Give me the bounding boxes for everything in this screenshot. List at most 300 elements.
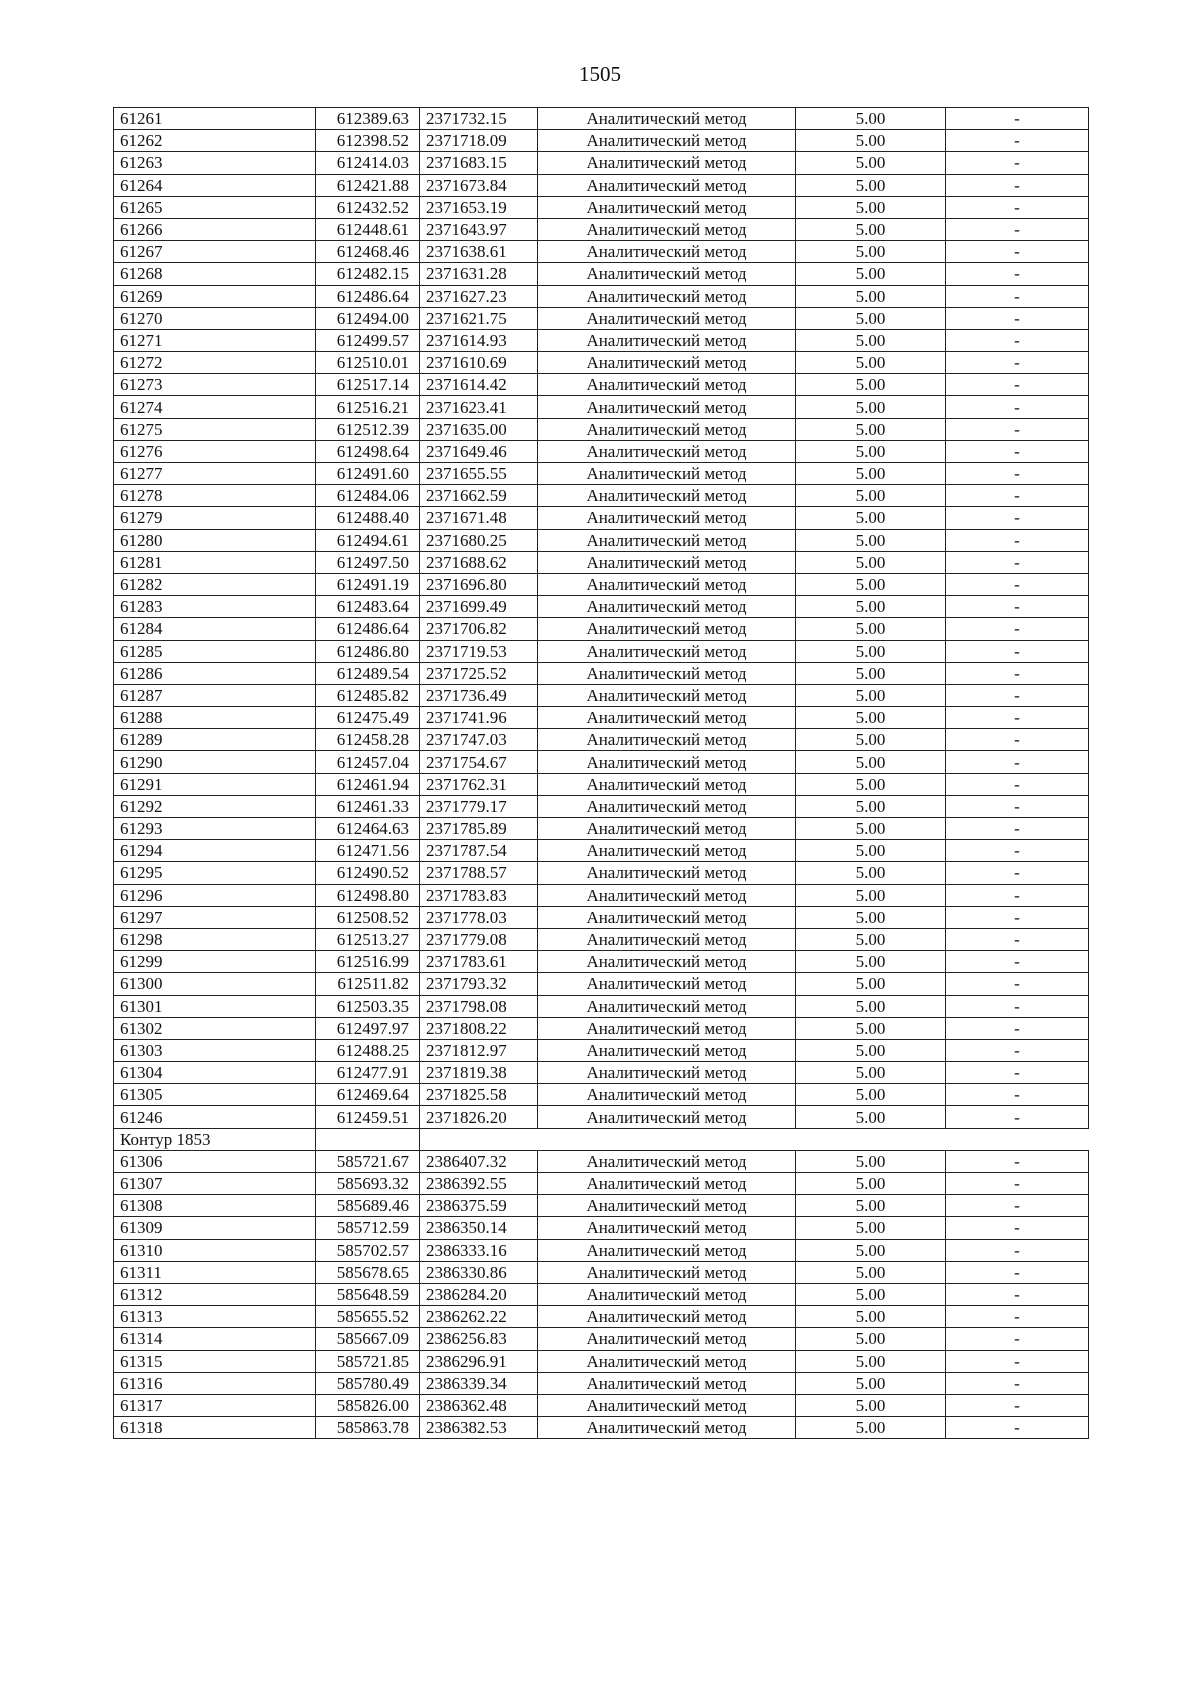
method-cell: Аналитический метод xyxy=(538,1417,796,1439)
note-cell: - xyxy=(946,773,1089,795)
x-coordinate-cell: 585655.52 xyxy=(316,1306,420,1328)
point-id-cell: 61312 xyxy=(114,1283,316,1305)
y-coordinate-cell: 2371779.17 xyxy=(420,795,538,817)
point-id-cell: 61307 xyxy=(114,1173,316,1195)
note-cell: - xyxy=(946,218,1089,240)
table-row xyxy=(114,108,1089,130)
accuracy-cell: 5.00 xyxy=(796,307,946,329)
table-row xyxy=(114,906,1089,928)
table-row xyxy=(114,507,1089,529)
method-cell: Аналитический метод xyxy=(538,1106,796,1128)
y-coordinate-cell: 2371635.00 xyxy=(420,418,538,440)
table-row xyxy=(114,773,1089,795)
table-row xyxy=(114,241,1089,263)
method-cell: Аналитический метод xyxy=(538,485,796,507)
note-cell: - xyxy=(946,1350,1089,1372)
table-row xyxy=(114,1394,1089,1416)
method-cell: Аналитический метод xyxy=(538,684,796,706)
accuracy-cell: 5.00 xyxy=(796,440,946,462)
y-coordinate-cell: 2371610.69 xyxy=(420,352,538,374)
empty-cell xyxy=(420,1128,1089,1150)
method-cell: Аналитический метод xyxy=(538,418,796,440)
y-coordinate-cell: 2371673.84 xyxy=(420,174,538,196)
accuracy-cell: 5.00 xyxy=(796,1261,946,1283)
table-row xyxy=(114,1239,1089,1261)
x-coordinate-cell: 585780.49 xyxy=(316,1372,420,1394)
point-id-cell: 61276 xyxy=(114,440,316,462)
note-cell: - xyxy=(946,463,1089,485)
y-coordinate-cell: 2371798.08 xyxy=(420,995,538,1017)
note-cell: - xyxy=(946,108,1089,130)
method-cell: Аналитический метод xyxy=(538,795,796,817)
method-cell: Аналитический метод xyxy=(538,906,796,928)
note-cell: - xyxy=(946,1173,1089,1195)
x-coordinate-cell: 585689.46 xyxy=(316,1195,420,1217)
accuracy-cell: 5.00 xyxy=(796,1372,946,1394)
y-coordinate-cell: 2371631.28 xyxy=(420,263,538,285)
point-id-cell: 61272 xyxy=(114,352,316,374)
x-coordinate-cell: 585863.78 xyxy=(316,1417,420,1439)
method-cell: Аналитический метод xyxy=(538,707,796,729)
point-id-cell: 61275 xyxy=(114,418,316,440)
note-cell: - xyxy=(946,1283,1089,1305)
x-coordinate-cell: 612448.61 xyxy=(316,218,420,240)
table-row xyxy=(114,1372,1089,1394)
accuracy-cell: 5.00 xyxy=(796,795,946,817)
table-row xyxy=(114,729,1089,751)
accuracy-cell: 5.00 xyxy=(796,884,946,906)
method-cell: Аналитический метод xyxy=(538,218,796,240)
note-cell: - xyxy=(946,1417,1089,1439)
x-coordinate-cell: 612475.49 xyxy=(316,707,420,729)
x-coordinate-cell: 612485.82 xyxy=(316,684,420,706)
point-id-cell: 61285 xyxy=(114,640,316,662)
y-coordinate-cell: 2371696.80 xyxy=(420,573,538,595)
table-row xyxy=(114,196,1089,218)
y-coordinate-cell: 2371623.41 xyxy=(420,396,538,418)
point-id-cell: 61304 xyxy=(114,1062,316,1084)
method-cell: Аналитический метод xyxy=(538,995,796,1017)
table-row xyxy=(114,707,1089,729)
coordinates-table xyxy=(113,107,1089,1439)
table-row xyxy=(114,640,1089,662)
y-coordinate-cell: 2371819.38 xyxy=(420,1062,538,1084)
note-cell: - xyxy=(946,551,1089,573)
point-id-cell: 61293 xyxy=(114,818,316,840)
note-cell: - xyxy=(946,1062,1089,1084)
y-coordinate-cell: 2371783.83 xyxy=(420,884,538,906)
method-cell: Аналитический метод xyxy=(538,152,796,174)
note-cell: - xyxy=(946,928,1089,950)
point-id-cell: 61267 xyxy=(114,241,316,263)
table-row xyxy=(114,662,1089,684)
table-row xyxy=(114,440,1089,462)
method-cell: Аналитический метод xyxy=(538,1017,796,1039)
x-coordinate-cell: 612511.82 xyxy=(316,973,420,995)
x-coordinate-cell: 612490.52 xyxy=(316,862,420,884)
accuracy-cell: 5.00 xyxy=(796,1350,946,1372)
y-coordinate-cell: 2371826.20 xyxy=(420,1106,538,1128)
method-cell: Аналитический метод xyxy=(538,1372,796,1394)
table-row xyxy=(114,1173,1089,1195)
table-row xyxy=(114,285,1089,307)
note-cell: - xyxy=(946,729,1089,751)
table-row xyxy=(114,818,1089,840)
method-cell: Аналитический метод xyxy=(538,329,796,351)
accuracy-cell: 5.00 xyxy=(796,1106,946,1128)
note-cell: - xyxy=(946,1261,1089,1283)
y-coordinate-cell: 2371680.25 xyxy=(420,529,538,551)
accuracy-cell: 5.00 xyxy=(796,818,946,840)
y-coordinate-cell: 2371783.61 xyxy=(420,951,538,973)
method-cell: Аналитический метод xyxy=(538,1062,796,1084)
accuracy-cell: 5.00 xyxy=(796,1239,946,1261)
x-coordinate-cell: 585667.09 xyxy=(316,1328,420,1350)
accuracy-cell: 5.00 xyxy=(796,551,946,573)
point-id-cell: 61280 xyxy=(114,529,316,551)
point-id-cell: 61288 xyxy=(114,707,316,729)
method-cell: Аналитический метод xyxy=(538,596,796,618)
y-coordinate-cell: 2386339.34 xyxy=(420,1372,538,1394)
note-cell: - xyxy=(946,440,1089,462)
accuracy-cell: 5.00 xyxy=(796,596,946,618)
point-id-cell: 61289 xyxy=(114,729,316,751)
y-coordinate-cell: 2371638.61 xyxy=(420,241,538,263)
x-coordinate-cell: 612464.63 xyxy=(316,818,420,840)
y-coordinate-cell: 2371779.08 xyxy=(420,928,538,950)
method-cell: Аналитический метод xyxy=(538,618,796,640)
y-coordinate-cell: 2371621.75 xyxy=(420,307,538,329)
y-coordinate-cell: 2371825.58 xyxy=(420,1084,538,1106)
table-row xyxy=(114,1017,1089,1039)
point-id-cell: 61302 xyxy=(114,1017,316,1039)
x-coordinate-cell: 612468.46 xyxy=(316,241,420,263)
note-cell: - xyxy=(946,884,1089,906)
accuracy-cell: 5.00 xyxy=(796,130,946,152)
y-coordinate-cell: 2371719.53 xyxy=(420,640,538,662)
accuracy-cell: 5.00 xyxy=(796,995,946,1017)
method-cell: Аналитический метод xyxy=(538,862,796,884)
table-row xyxy=(114,862,1089,884)
note-cell: - xyxy=(946,795,1089,817)
note-cell: - xyxy=(946,329,1089,351)
x-coordinate-cell: 612458.28 xyxy=(316,729,420,751)
note-cell: - xyxy=(946,1372,1089,1394)
x-coordinate-cell: 612482.15 xyxy=(316,263,420,285)
accuracy-cell: 5.00 xyxy=(796,1150,946,1172)
y-coordinate-cell: 2386262.22 xyxy=(420,1306,538,1328)
point-id-cell: 61309 xyxy=(114,1217,316,1239)
accuracy-cell: 5.00 xyxy=(796,174,946,196)
accuracy-cell: 5.00 xyxy=(796,352,946,374)
note-cell: - xyxy=(946,1150,1089,1172)
table-row xyxy=(114,840,1089,862)
point-id-cell: 61310 xyxy=(114,1239,316,1261)
accuracy-cell: 5.00 xyxy=(796,418,946,440)
accuracy-cell: 5.00 xyxy=(796,751,946,773)
point-id-cell: 61314 xyxy=(114,1328,316,1350)
x-coordinate-cell: 612510.01 xyxy=(316,352,420,374)
note-cell: - xyxy=(946,818,1089,840)
x-coordinate-cell: 612508.52 xyxy=(316,906,420,928)
x-coordinate-cell: 612414.03 xyxy=(316,152,420,174)
x-coordinate-cell: 612517.14 xyxy=(316,374,420,396)
y-coordinate-cell: 2371778.03 xyxy=(420,906,538,928)
x-coordinate-cell: 612497.50 xyxy=(316,551,420,573)
y-coordinate-cell: 2371787.54 xyxy=(420,840,538,862)
method-cell: Аналитический метод xyxy=(538,440,796,462)
point-id-cell: 61265 xyxy=(114,196,316,218)
point-id-cell: 61313 xyxy=(114,1306,316,1328)
method-cell: Аналитический метод xyxy=(538,285,796,307)
y-coordinate-cell: 2371762.31 xyxy=(420,773,538,795)
x-coordinate-cell: 585826.00 xyxy=(316,1394,420,1416)
accuracy-cell: 5.00 xyxy=(796,485,946,507)
table-row xyxy=(114,152,1089,174)
accuracy-cell: 5.00 xyxy=(796,729,946,751)
accuracy-cell: 5.00 xyxy=(796,1394,946,1416)
table-row xyxy=(114,396,1089,418)
table-row xyxy=(114,1150,1089,1172)
method-cell: Аналитический метод xyxy=(538,640,796,662)
accuracy-cell: 5.00 xyxy=(796,906,946,928)
x-coordinate-cell: 612461.94 xyxy=(316,773,420,795)
note-cell: - xyxy=(946,374,1089,396)
y-coordinate-cell: 2371662.59 xyxy=(420,485,538,507)
point-id-cell: 61278 xyxy=(114,485,316,507)
note-cell: - xyxy=(946,596,1089,618)
point-id-cell: 61266 xyxy=(114,218,316,240)
method-cell: Аналитический метод xyxy=(538,1217,796,1239)
point-id-cell: 61283 xyxy=(114,596,316,618)
note-cell: - xyxy=(946,684,1089,706)
y-coordinate-cell: 2386330.86 xyxy=(420,1261,538,1283)
note-cell: - xyxy=(946,1217,1089,1239)
table-row xyxy=(114,1283,1089,1305)
method-cell: Аналитический метод xyxy=(538,529,796,551)
x-coordinate-cell: 612491.60 xyxy=(316,463,420,485)
method-cell: Аналитический метод xyxy=(538,729,796,751)
method-cell: Аналитический метод xyxy=(538,773,796,795)
y-coordinate-cell: 2371643.97 xyxy=(420,218,538,240)
accuracy-cell: 5.00 xyxy=(796,285,946,307)
table-row xyxy=(114,418,1089,440)
section-row xyxy=(114,1128,1089,1150)
y-coordinate-cell: 2371683.15 xyxy=(420,152,538,174)
method-cell: Аналитический метод xyxy=(538,662,796,684)
method-cell: Аналитический метод xyxy=(538,884,796,906)
method-cell: Аналитический метод xyxy=(538,1261,796,1283)
point-id-cell: 61270 xyxy=(114,307,316,329)
table-row xyxy=(114,684,1089,706)
method-cell: Аналитический метод xyxy=(538,1350,796,1372)
accuracy-cell: 5.00 xyxy=(796,951,946,973)
table-row xyxy=(114,884,1089,906)
method-cell: Аналитический метод xyxy=(538,130,796,152)
method-cell: Аналитический метод xyxy=(538,1039,796,1061)
point-id-cell: 61303 xyxy=(114,1039,316,1061)
point-id-cell: 61298 xyxy=(114,928,316,950)
note-cell: - xyxy=(946,840,1089,862)
point-id-cell: 61295 xyxy=(114,862,316,884)
x-coordinate-cell: 612469.64 xyxy=(316,1084,420,1106)
table-row xyxy=(114,1106,1089,1128)
note-cell: - xyxy=(946,529,1089,551)
table-row xyxy=(114,263,1089,285)
note-cell: - xyxy=(946,1306,1089,1328)
accuracy-cell: 5.00 xyxy=(796,463,946,485)
y-coordinate-cell: 2386392.55 xyxy=(420,1173,538,1195)
point-id-cell: 61281 xyxy=(114,551,316,573)
y-coordinate-cell: 2371754.67 xyxy=(420,751,538,773)
point-id-cell: 61271 xyxy=(114,329,316,351)
y-coordinate-cell: 2371671.48 xyxy=(420,507,538,529)
point-id-cell: 61311 xyxy=(114,1261,316,1283)
x-coordinate-cell: 612484.06 xyxy=(316,485,420,507)
note-cell: - xyxy=(946,1039,1089,1061)
y-coordinate-cell: 2371706.82 xyxy=(420,618,538,640)
note-cell: - xyxy=(946,662,1089,684)
point-id-cell: 61296 xyxy=(114,884,316,906)
y-coordinate-cell: 2386350.14 xyxy=(420,1217,538,1239)
x-coordinate-cell: 612489.54 xyxy=(316,662,420,684)
x-coordinate-cell: 612494.00 xyxy=(316,307,420,329)
table-row xyxy=(114,1328,1089,1350)
y-coordinate-cell: 2386296.91 xyxy=(420,1350,538,1372)
point-id-cell: 61279 xyxy=(114,507,316,529)
note-cell: - xyxy=(946,352,1089,374)
accuracy-cell: 5.00 xyxy=(796,374,946,396)
point-id-cell: 61282 xyxy=(114,573,316,595)
x-coordinate-cell: 612486.80 xyxy=(316,640,420,662)
method-cell: Аналитический метод xyxy=(538,374,796,396)
point-id-cell: 61317 xyxy=(114,1394,316,1416)
point-id-cell: 61246 xyxy=(114,1106,316,1128)
method-cell: Аналитический метод xyxy=(538,928,796,950)
x-coordinate-cell: 612488.25 xyxy=(316,1039,420,1061)
x-coordinate-cell: 612471.56 xyxy=(316,840,420,862)
point-id-cell: 61274 xyxy=(114,396,316,418)
table-row xyxy=(114,374,1089,396)
point-id-cell: 61297 xyxy=(114,906,316,928)
x-coordinate-cell: 612512.39 xyxy=(316,418,420,440)
table-row xyxy=(114,596,1089,618)
note-cell: - xyxy=(946,618,1089,640)
note-cell: - xyxy=(946,573,1089,595)
section-title-cell: Контур 1853 xyxy=(114,1128,316,1150)
note-cell: - xyxy=(946,307,1089,329)
table-row xyxy=(114,130,1089,152)
accuracy-cell: 5.00 xyxy=(796,108,946,130)
method-cell: Аналитический метод xyxy=(538,1306,796,1328)
y-coordinate-cell: 2371699.49 xyxy=(420,596,538,618)
x-coordinate-cell: 585721.67 xyxy=(316,1150,420,1172)
accuracy-cell: 5.00 xyxy=(796,1017,946,1039)
accuracy-cell: 5.00 xyxy=(796,329,946,351)
method-cell: Аналитический метод xyxy=(538,1328,796,1350)
x-coordinate-cell: 612498.80 xyxy=(316,884,420,906)
table-row xyxy=(114,529,1089,551)
note-cell: - xyxy=(946,906,1089,928)
note-cell: - xyxy=(946,152,1089,174)
y-coordinate-cell: 2386382.53 xyxy=(420,1417,538,1439)
note-cell: - xyxy=(946,862,1089,884)
method-cell: Аналитический метод xyxy=(538,352,796,374)
point-id-cell: 61262 xyxy=(114,130,316,152)
method-cell: Аналитический метод xyxy=(538,573,796,595)
accuracy-cell: 5.00 xyxy=(796,396,946,418)
x-coordinate-cell: 612516.99 xyxy=(316,951,420,973)
y-coordinate-cell: 2371688.62 xyxy=(420,551,538,573)
y-coordinate-cell: 2371785.89 xyxy=(420,818,538,840)
table-row xyxy=(114,573,1089,595)
table-row xyxy=(114,995,1089,1017)
x-coordinate-cell: 612498.64 xyxy=(316,440,420,462)
note-cell: - xyxy=(946,285,1089,307)
note-cell: - xyxy=(946,1084,1089,1106)
table-row xyxy=(114,1195,1089,1217)
note-cell: - xyxy=(946,1328,1089,1350)
accuracy-cell: 5.00 xyxy=(796,218,946,240)
y-coordinate-cell: 2386375.59 xyxy=(420,1195,538,1217)
x-coordinate-cell: 612497.97 xyxy=(316,1017,420,1039)
method-cell: Аналитический метод xyxy=(538,1394,796,1416)
note-cell: - xyxy=(946,196,1089,218)
x-coordinate-cell: 585702.57 xyxy=(316,1239,420,1261)
note-cell: - xyxy=(946,707,1089,729)
note-cell: - xyxy=(946,1239,1089,1261)
accuracy-cell: 5.00 xyxy=(796,640,946,662)
method-cell: Аналитический метод xyxy=(538,1150,796,1172)
table-row xyxy=(114,551,1089,573)
accuracy-cell: 5.00 xyxy=(796,1283,946,1305)
accuracy-cell: 5.00 xyxy=(796,840,946,862)
method-cell: Аналитический метод xyxy=(538,840,796,862)
method-cell: Аналитический метод xyxy=(538,507,796,529)
accuracy-cell: 5.00 xyxy=(796,973,946,995)
point-id-cell: 61318 xyxy=(114,1417,316,1439)
y-coordinate-cell: 2371732.15 xyxy=(420,108,538,130)
method-cell: Аналитический метод xyxy=(538,818,796,840)
point-id-cell: 61264 xyxy=(114,174,316,196)
empty-cell xyxy=(316,1128,420,1150)
method-cell: Аналитический метод xyxy=(538,174,796,196)
x-coordinate-cell: 612494.61 xyxy=(316,529,420,551)
note-cell: - xyxy=(946,951,1089,973)
table-row xyxy=(114,795,1089,817)
y-coordinate-cell: 2371808.22 xyxy=(420,1017,538,1039)
x-coordinate-cell: 612457.04 xyxy=(316,751,420,773)
point-id-cell: 61261 xyxy=(114,108,316,130)
table-row xyxy=(114,1217,1089,1239)
y-coordinate-cell: 2386256.83 xyxy=(420,1328,538,1350)
x-coordinate-cell: 612499.57 xyxy=(316,329,420,351)
method-cell: Аналитический метод xyxy=(538,241,796,263)
accuracy-cell: 5.00 xyxy=(796,573,946,595)
accuracy-cell: 5.00 xyxy=(796,1328,946,1350)
table-row xyxy=(114,618,1089,640)
point-id-cell: 61287 xyxy=(114,684,316,706)
point-id-cell: 61292 xyxy=(114,795,316,817)
y-coordinate-cell: 2371614.42 xyxy=(420,374,538,396)
method-cell: Аналитический метод xyxy=(538,1173,796,1195)
x-coordinate-cell: 585693.32 xyxy=(316,1173,420,1195)
note-cell: - xyxy=(946,1394,1089,1416)
table-row xyxy=(114,951,1089,973)
point-id-cell: 61268 xyxy=(114,263,316,285)
accuracy-cell: 5.00 xyxy=(796,707,946,729)
x-coordinate-cell: 612477.91 xyxy=(316,1062,420,1084)
